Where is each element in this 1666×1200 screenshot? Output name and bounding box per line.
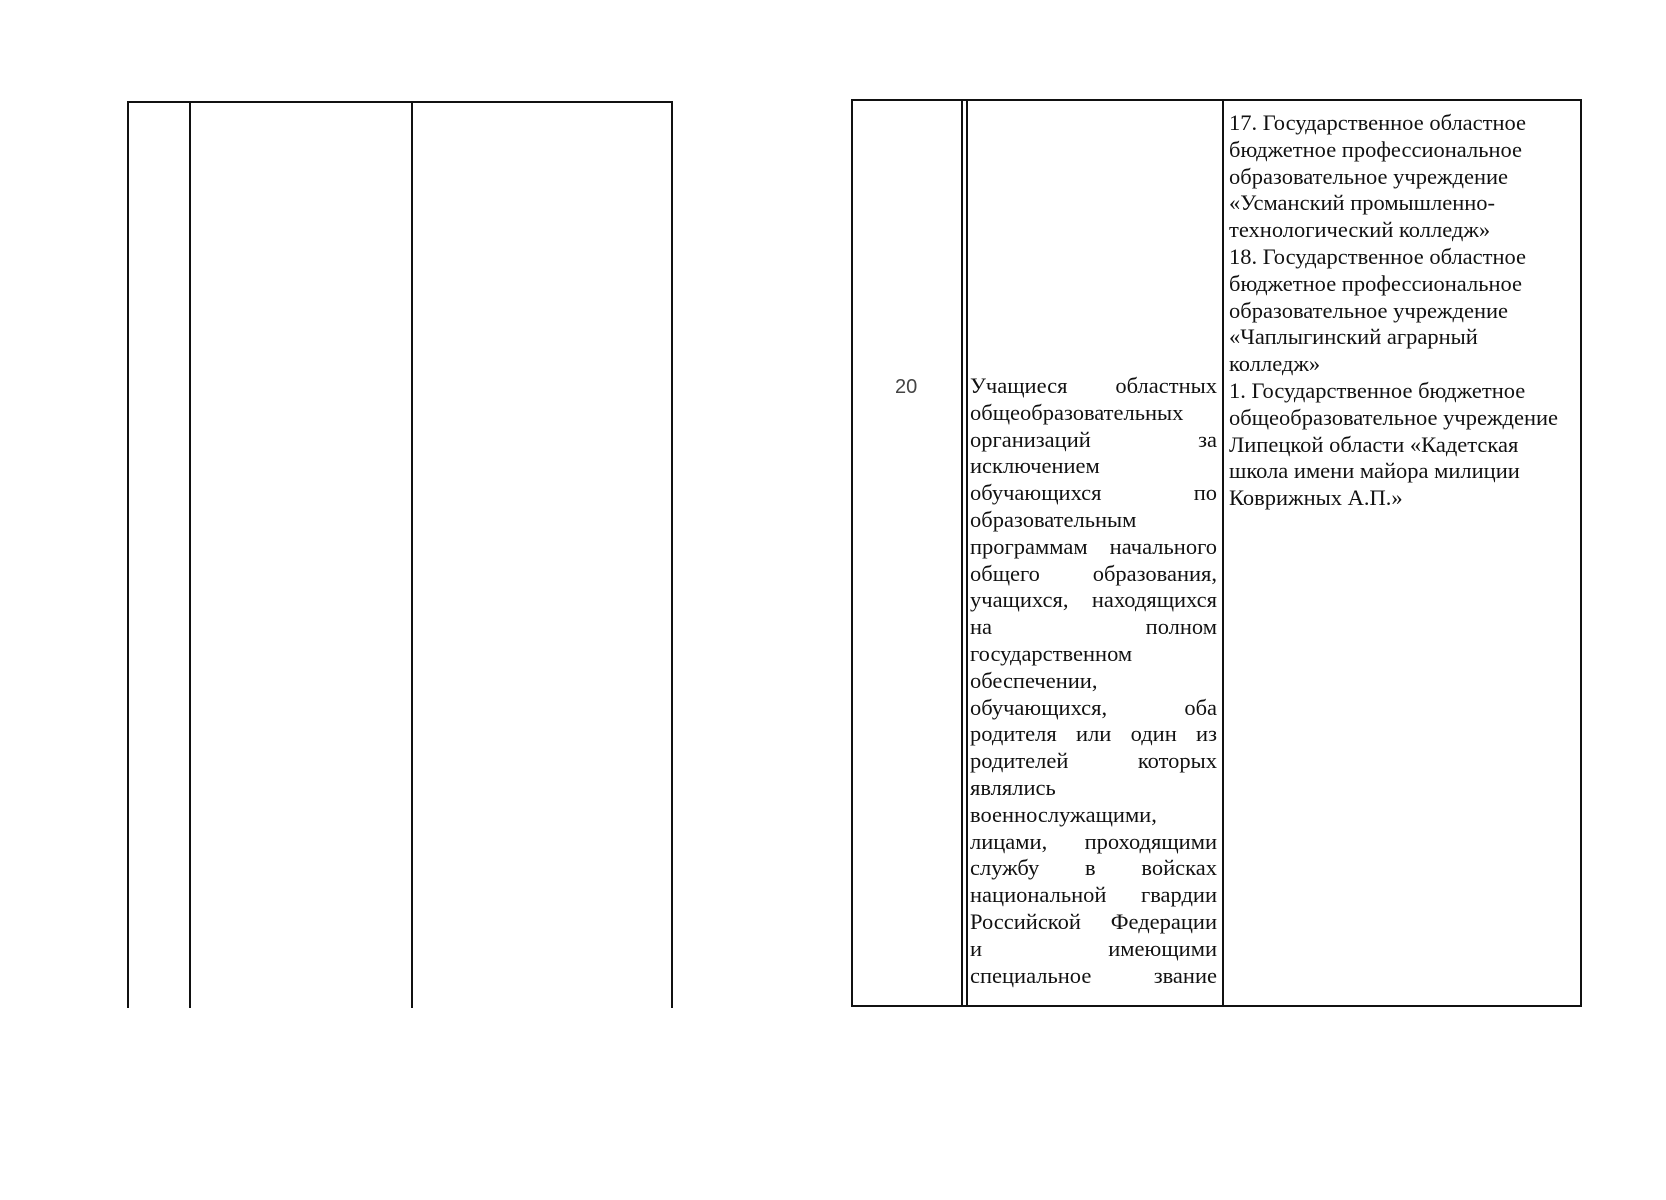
description-word: гвардии [1140, 882, 1217, 908]
description-word: по [1193, 480, 1217, 506]
description-word: на [970, 614, 993, 640]
description-word: программам [970, 533, 1088, 559]
organization-line: Коврижных А.П.» [1229, 485, 1403, 511]
right-table-border-3 [966, 99, 968, 1007]
organization-line: 18. Государственное областное [1229, 243, 1527, 269]
organization-line: бюджетное профессиональное [1229, 270, 1523, 296]
description-word: национальной [970, 882, 1107, 908]
description-word: общего [970, 560, 1040, 586]
left-table-top-border [127, 101, 673, 103]
description-word: родителей [970, 748, 1069, 774]
description-word: Российской [970, 908, 1081, 934]
description-word: из [1196, 721, 1217, 747]
left-table-border-3 [411, 102, 413, 1008]
description-line [970, 480, 1217, 507]
right-table-border-1 [851, 99, 853, 1007]
description-word: один [1130, 721, 1177, 747]
description-word: находящихся [1091, 587, 1217, 613]
description-word: учащихся, [970, 587, 1069, 613]
description-word: службу [970, 855, 1040, 881]
description-line: обеспечении, [970, 667, 1098, 693]
organization-line: общеобразовательное учреждение [1229, 404, 1559, 430]
organization-line: Липецкой области «Кадетская [1229, 431, 1519, 457]
description-line: общеобразовательных [970, 399, 1184, 425]
description-line: военнослужащими, [970, 801, 1157, 827]
organization-line: образовательное учреждение [1229, 297, 1509, 323]
organization-line: колледж» [1229, 351, 1321, 377]
description-word: Учащиеся [970, 373, 1068, 398]
organization-line: образовательное учреждение [1229, 163, 1509, 189]
description-line: исключением [970, 453, 1100, 479]
left-table-border-4 [671, 102, 673, 1008]
description-line [970, 855, 1217, 882]
description-line [970, 936, 1217, 963]
description-word: организаций [970, 426, 1091, 452]
description-word: родителя [970, 721, 1057, 747]
organizations-cell [1229, 110, 1579, 512]
description-line [970, 748, 1217, 775]
description-line [970, 534, 1217, 561]
description-line: образовательным [970, 506, 1137, 532]
right-table-border-5 [1580, 99, 1582, 1007]
description-word: за [1198, 426, 1217, 452]
description-word: или [1076, 721, 1112, 747]
category-description-cell [970, 373, 1217, 989]
description-word: войсках [1141, 855, 1217, 881]
organization-line: «Усманский промышленно- [1229, 190, 1496, 216]
row-number: 20 [895, 376, 918, 398]
description-line [970, 909, 1217, 936]
organization-line: бюджетное профессиональное [1229, 136, 1523, 162]
organization-line: 1. Государственное бюджетное [1229, 377, 1526, 403]
organization-line: школа имени майора милиции [1229, 458, 1520, 484]
description-word: проходящими [1084, 828, 1217, 854]
description-line [970, 882, 1217, 909]
organization-line: «Чаплыгинский аграрный [1229, 324, 1478, 350]
description-word: образования, [1092, 560, 1217, 586]
description-word: обучающихся [970, 480, 1102, 506]
description-word: полном [1145, 614, 1217, 640]
description-word: оба [1184, 694, 1217, 720]
description-line [970, 963, 1217, 990]
description-word: звание [1153, 962, 1217, 988]
right-table-border-2 [961, 99, 963, 1007]
description-word: обучающихся, [970, 694, 1108, 720]
description-line [970, 587, 1217, 614]
description-line: государственном [970, 640, 1133, 666]
description-word: начального [1109, 533, 1217, 559]
description-line [970, 695, 1217, 722]
description-word: имеющими [1108, 935, 1217, 961]
left-table-border-1 [127, 102, 129, 1008]
left-table-border-2 [189, 102, 191, 1008]
description-line [970, 829, 1217, 856]
description-word: в [1085, 855, 1096, 881]
organization-line: 17. Государственное областное [1229, 110, 1527, 135]
description-line [970, 561, 1217, 588]
right-table-border-4 [1222, 99, 1224, 1007]
description-word: областных [1115, 373, 1217, 398]
description-word: специальное [970, 962, 1092, 988]
description-word: лицами, [970, 828, 1048, 854]
description-line: являлись [970, 774, 1056, 800]
organization-line: технологический колледж» [1229, 217, 1491, 243]
description-line [970, 373, 1217, 400]
description-line [970, 614, 1217, 641]
description-line [970, 427, 1217, 454]
description-word: которых [1137, 748, 1217, 774]
description-line [970, 721, 1217, 748]
description-word: Федерации [1110, 908, 1217, 934]
description-word: и [970, 935, 983, 961]
